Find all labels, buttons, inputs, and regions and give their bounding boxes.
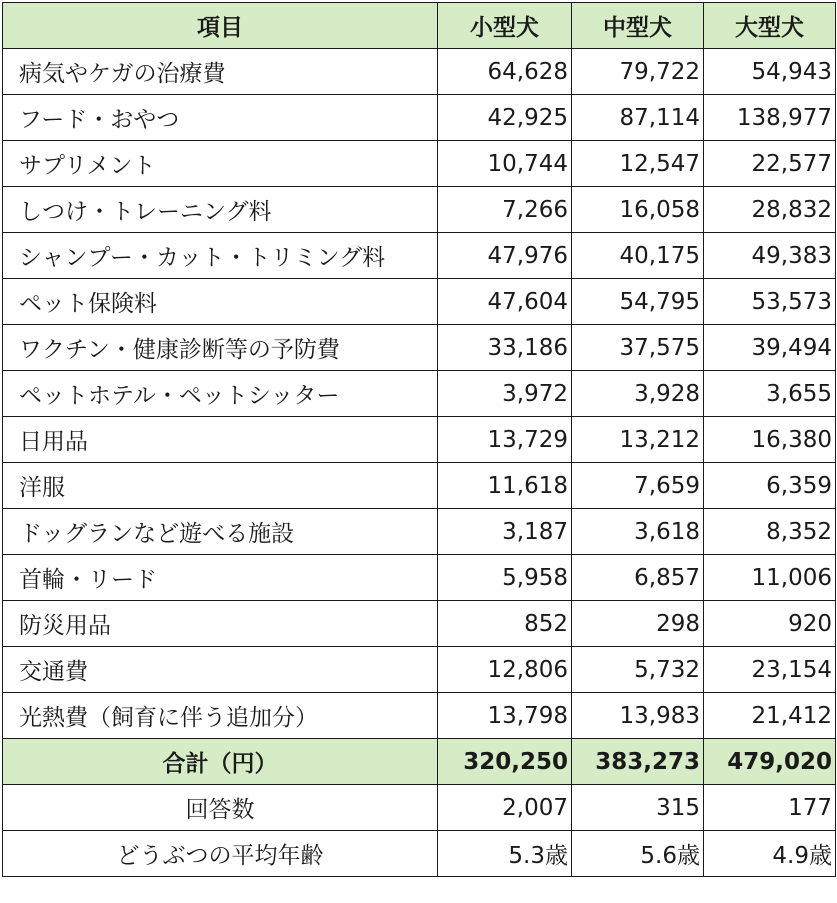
row-label: サプリメント [3,141,438,187]
total-row [3,739,836,785]
table-row [3,647,836,693]
average-age-row [3,831,836,877]
value-large: 138,977 [704,95,836,141]
row-label: シャンプー・カット・トリミング料 [3,233,438,279]
respondents-label: 回答数 [3,785,438,831]
table-row [3,509,836,555]
value-small: 11,618 [438,463,572,509]
value-large: 3,655 [704,371,836,417]
row-label: しつけ・トレーニング料 [3,187,438,233]
value-large: 21,412 [704,693,836,739]
row-label: フード・おやつ [3,95,438,141]
row-label: 光熱費（飼育に伴う追加分） [3,693,438,739]
value-large: 8,352 [704,509,836,555]
table-row [3,555,836,601]
value-medium: 16,058 [572,187,704,233]
value-large: 6,359 [704,463,836,509]
average-age-label: どうぶつの平均年齢 [3,831,438,877]
value-small: 64,628 [438,49,572,95]
value-medium: 12,547 [572,141,704,187]
average-age-large: 4.9歳 [704,831,836,877]
value-small: 13,729 [438,417,572,463]
table-row [3,371,836,417]
total-large: 479,020 [704,739,836,785]
value-medium: 13,983 [572,693,704,739]
value-large: 54,943 [704,49,836,95]
table-row [3,417,836,463]
value-large: 39,494 [704,325,836,371]
value-small: 12,806 [438,647,572,693]
table-row [3,233,836,279]
value-small: 47,604 [438,279,572,325]
value-large: 53,573 [704,279,836,325]
value-large: 16,380 [704,417,836,463]
value-small: 852 [438,601,572,647]
value-large: 22,577 [704,141,836,187]
respondents-medium: 315 [572,785,704,831]
value-medium: 40,175 [572,233,704,279]
value-small: 47,976 [438,233,572,279]
pet-cost-table [2,2,836,877]
value-large: 920 [704,601,836,647]
table-row [3,325,836,371]
value-medium: 87,114 [572,95,704,141]
value-large: 11,006 [704,555,836,601]
table-row [3,141,836,187]
value-small: 42,925 [438,95,572,141]
table-row [3,187,836,233]
row-label: ペットホテル・ペットシッター [3,371,438,417]
table-row [3,95,836,141]
value-small: 7,266 [438,187,572,233]
value-medium: 54,795 [572,279,704,325]
table-row [3,601,836,647]
row-label: ペット保険料 [3,279,438,325]
header-medium-dog: 中型犬 [572,3,704,49]
average-age-medium: 5.6歳 [572,831,704,877]
respondents-small: 2,007 [438,785,572,831]
value-medium: 5,732 [572,647,704,693]
total-small: 320,250 [438,739,572,785]
total-medium: 383,273 [572,739,704,785]
header-small-dog: 小型犬 [438,3,572,49]
value-small: 3,972 [438,371,572,417]
table-row [3,463,836,509]
header-item: 項目 [3,3,438,49]
row-label: 病気やケガの治療費 [3,49,438,95]
value-medium: 7,659 [572,463,704,509]
value-large: 28,832 [704,187,836,233]
respondents-row [3,785,836,831]
row-label: ワクチン・健康診断等の予防費 [3,325,438,371]
respondents-large: 177 [704,785,836,831]
value-medium: 37,575 [572,325,704,371]
value-medium: 3,928 [572,371,704,417]
table-row [3,49,836,95]
value-large: 23,154 [704,647,836,693]
value-medium: 3,618 [572,509,704,555]
row-label: 防災用品 [3,601,438,647]
value-small: 5,958 [438,555,572,601]
row-label: 首輪・リード [3,555,438,601]
value-large: 49,383 [704,233,836,279]
total-label: 合計（円） [3,739,438,785]
value-small: 10,744 [438,141,572,187]
row-label: 洋服 [3,463,438,509]
header-row [3,3,836,49]
table-row [3,693,836,739]
row-label: 日用品 [3,417,438,463]
average-age-small: 5.3歳 [438,831,572,877]
value-medium: 79,722 [572,49,704,95]
table-row [3,279,836,325]
row-label: ドッグランなど遊べる施設 [3,509,438,555]
value-small: 3,187 [438,509,572,555]
value-medium: 298 [572,601,704,647]
row-label: 交通費 [3,647,438,693]
value-medium: 13,212 [572,417,704,463]
value-small: 13,798 [438,693,572,739]
value-medium: 6,857 [572,555,704,601]
header-large-dog: 大型犬 [704,3,836,49]
value-small: 33,186 [438,325,572,371]
